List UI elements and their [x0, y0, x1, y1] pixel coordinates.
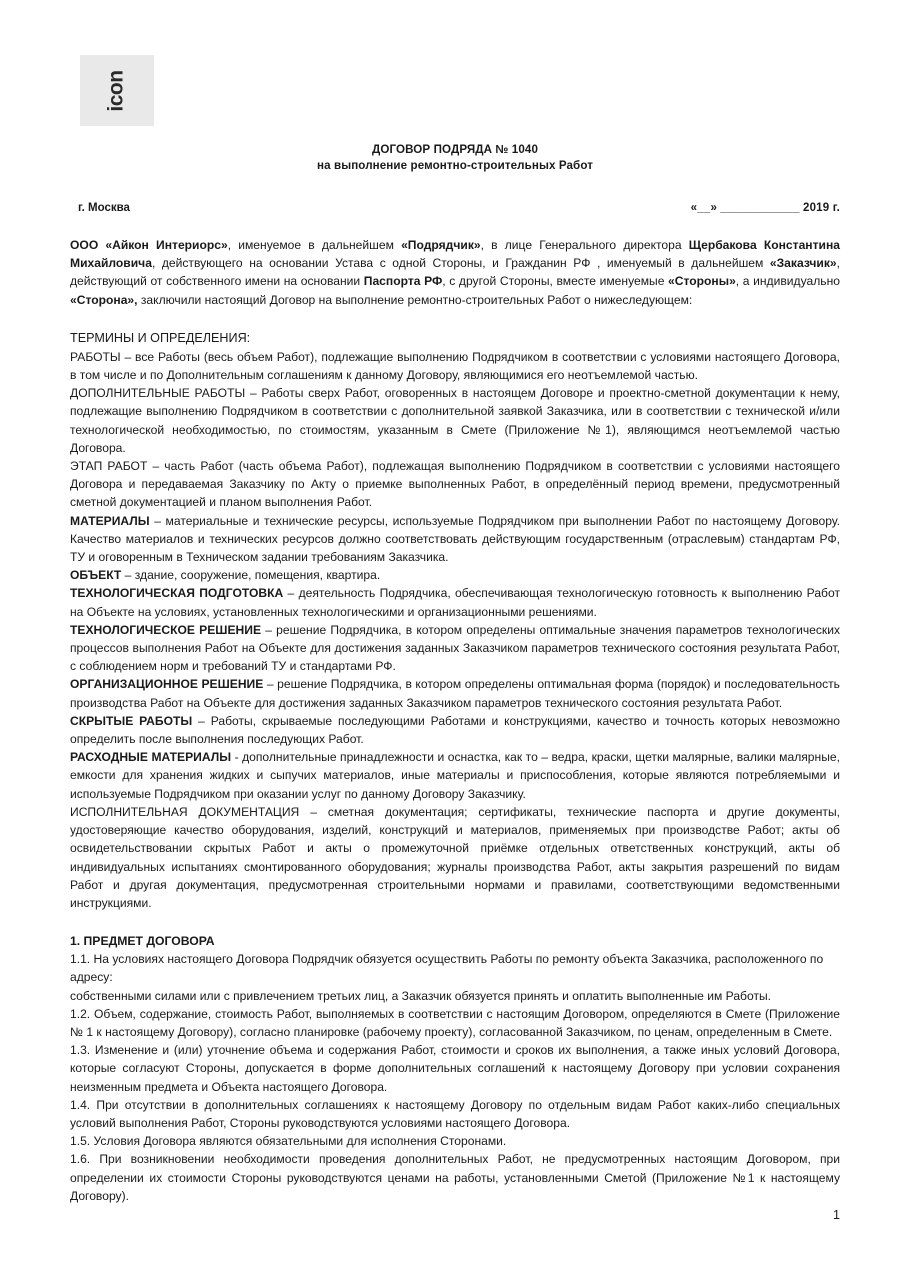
clause-1-2: 1.2. Объем, содержание, стоимость Работ, выполняемых в соответствии с настоящим Договором, определяются в Смете (Приложение № 1 к настоящему Договору), согласно планировке (рабочему проекту), согласованной Заказчиком, по ценам, определенным в Смете.	[70, 1006, 840, 1039]
clause-1-6: 1.6. При возникновении необходимости проведения дополнительных Работ, не предусмотренных настоящим Договором, при определении их стоимости Стороны руководствуются ценами на работы, установленными Сметой (Приложение №1 к настоящему Договору).	[70, 1152, 840, 1203]
term-item	[70, 566, 840, 584]
term-body: – материальные и технические ресурсы, используемые Подрядчиком при выполнении Работ по настоящему Договору. Качество материалов и технических ресурсов должно соответствовать действующим государственным (отраслевым) стандартам РФ, ТУ и оговоренным в Техническом задании требованиям Заказчика.	[70, 513, 840, 565]
preamble-customer-term: «Заказчик»	[769, 256, 837, 271]
term-item	[70, 384, 840, 457]
title-line-2: на выполнение ремонтно-строительных Работ	[317, 159, 593, 172]
term-label: ЭТАП РАБОТ	[70, 459, 148, 474]
preamble-t3: , действующего на основании Устава с одной Стороны, и Гражданин РФ , именуемый в дальнейшем	[151, 256, 770, 271]
preamble-t4: , действующий от собственного имени на основании	[70, 256, 840, 289]
preamble-t5: , с другой Стороны, вместе именуемые	[442, 274, 669, 289]
document-body	[70, 142, 840, 1205]
logo-text: icon	[104, 69, 128, 112]
term-label: ТЕХНОЛОГИЧЕСКОЕ РЕШЕНИЕ	[70, 622, 262, 637]
preamble-paragraph	[70, 236, 840, 309]
term-body: – часть Работ (часть объема Работ), подлежащая выполнению Подрядчиком в соответствии с условиями настоящего Договора и передаваемая Заказчику по Акту о приемке выполненных Работ, в определённый период времени, предусмотренный сметной документацией и планом выполнения Работ.	[70, 459, 840, 510]
preamble-t7: заключили настоящий Договор на выполнение ремонтно-строительных Работ о нижеследующем:	[137, 292, 693, 307]
term-item	[70, 675, 840, 711]
term-label: РАБОТЫ	[70, 349, 121, 364]
term-label: МАТЕРИАЛЫ	[70, 513, 150, 528]
term-label: ДОПОЛНИТЕЛЬНЫЕ РАБОТЫ	[70, 386, 246, 401]
term-label: СКРЫТЫЕ РАБОТЫ	[70, 713, 193, 728]
term-body: – здание, сооружение, помещения, квартира.	[121, 568, 381, 583]
term-item	[70, 621, 840, 676]
clause-1-4: 1.4. При отсутствии в дополнительных соглашениях к настоящему Договору по отдельным видам Работ каких-либо специальных условий выполнения Работ, Стороны руководствуются условиями настоящего Договора.	[70, 1097, 840, 1130]
term-body: – сметная документация; сертификаты, технические паспорта и другие документы, удостоверяющие качество оборудования, изделий, конструкций и материалов, применяемых при производстве Работ; акты об освидетельствовании скрытых Работ и акты о промежуточной приёмке отдельных ответственных конструкций, акты об индивидуальных испытаниях смонтированного оборудования; журналы производства Работ, акты закрытия разрешений по видам Работ и другая документация, предусмотренная строительными нормами и правилами, соответствующими ведомственными инструкциями.	[70, 804, 840, 910]
preamble-t2: , в лице Генерального директора	[480, 238, 689, 252]
term-body: – решение Подрядчика, в котором определены оптимальные значения параметров технологических процессов выполнения Работ на Объекте для достижения заданных Заказчиком параметров технического состояния результата Работ, с соблюдением норм и требований ТУ и стандартами РФ.	[70, 622, 840, 674]
term-body: - дополнительные принадлежности и оснастка, как то – ведра, краски, щетки малярные, валики малярные, емкости для хранения жидких и сыпучих материалов, иные материалы и приспособления, которые являются потребляемыми и используемые Подрядчиком при оказании услуг по данному Договору Заказчику.	[70, 750, 840, 801]
company-logo	[80, 55, 154, 126]
section-1-heading: 1. ПРЕДМЕТ ДОГОВОРА	[70, 934, 215, 949]
term-label: ОРГАНИЗАЦИОННОЕ РЕШЕНИЕ	[70, 677, 264, 692]
clause-1-1: 1.1. На условиях настоящего Договора Подрядчик обязуется осуществить Работы по ремонту объекта Заказчика, расположенного по адресу:	[70, 952, 824, 985]
term-body: – деятельность Подрядчика, обеспечивающая технологическую готовность к выполнению Работ на Объекте на условиях, установленных технологическими и организационными решениями.	[70, 586, 840, 619]
term-item	[70, 748, 840, 803]
term-item	[70, 348, 840, 384]
spacer-before-section-1	[70, 912, 840, 932]
preamble-t1: , именуемое в дальнейшем	[227, 238, 402, 252]
preamble-t6: , а индивидуально	[735, 274, 840, 289]
preamble-passport: Паспорта РФ	[363, 274, 443, 289]
title-line-1: ДОГОВОР ПОДРЯДА № 1040	[372, 143, 538, 156]
place-of-signing: г. Москва	[78, 202, 130, 214]
term-body: – Работы, скрываемые последующими Работами и конструкциями, качество и точность которых невозможно определить после выполнения последующих Работ.	[70, 713, 840, 747]
term-body: – все Работы (весь объем Работ), подлежащие выполнению Подрядчиком в соответствии с условиями настоящего Договора, в том числе и по Дополнительным соглашениям к данному Договору, являющимися его неотъемлемой частью.	[70, 349, 840, 383]
clause-1-1-cont: собственными силами или с привлечением третьих лиц, а Заказчик обязуется принять и оплатить выполненные им Работы.	[70, 988, 772, 1003]
section-1-clauses	[70, 950, 840, 1205]
term-item	[70, 584, 840, 620]
term-label: ТЕХНОЛОГИЧЕСКАЯ ПОДГОТОВКА	[70, 586, 284, 601]
terms-list	[70, 348, 840, 912]
term-label: ИСПОЛНИТЕЛЬНАЯ ДОКУМЕНТАЦИЯ	[70, 804, 300, 819]
date-of-signing: «__» ____________ 2019 г.	[690, 202, 840, 214]
place-date-row	[70, 202, 840, 214]
term-label: РАСХОДНЫЕ МАТЕРИАЛЫ	[70, 750, 232, 765]
preamble-contractor-term: «Подрядчик»	[401, 238, 481, 252]
clause-1-5: 1.5. Условия Договора являются обязательными для исполнения Сторонами.	[70, 1134, 507, 1149]
term-item	[70, 512, 840, 567]
preamble-director-name: Щербакова Константина Михайловича	[70, 238, 840, 271]
spacer-before-terms	[70, 309, 840, 329]
page-number: 1	[833, 1208, 840, 1222]
preamble-parties-term: «Стороны»	[668, 274, 736, 289]
preamble-party-term: «Сторона»,	[70, 292, 138, 307]
term-item	[70, 712, 840, 748]
terms-section-heading: ТЕРМИНЫ И ОПРЕДЕЛЕНИЯ:	[70, 330, 251, 345]
term-label: ОБЪЕКТ	[70, 568, 122, 583]
term-item	[70, 803, 840, 912]
term-body: – решение Подрядчика, в котором определены оптимальная форма (порядок) и последовательность производства Работ на Объекте для достижения заданных Заказчиком параметров технического состояния результата Работ.	[70, 677, 840, 710]
page-title	[70, 142, 840, 174]
clause-1-3: 1.3. Изменение и (или) уточнение объема и содержания Работ, стоимости и сроков их выполнения, а также иных условий Договора, которые согласуют Стороны, допускается в форме дополнительных соглашений к настоящему Договору при условии сохранения неизменным предмета и Объекта настоящего Договора.	[70, 1043, 840, 1094]
term-body: – Работы сверх Работ, оговоренных в настоящем Договоре и проектно-сметной документации к нему, подлежащие выполнению Подрядчиком в соответствии с дополнительной заявкой Заказчика, или в соответствии с технической и/или технологической необходимостью, по стоимостям, указанным в Смете (Приложение №1), являющимся неотъемлемой частью Договора.	[70, 386, 840, 455]
term-item	[70, 457, 840, 512]
preamble-contractor-name: ООО «Айкон Интериорс»	[70, 238, 228, 252]
